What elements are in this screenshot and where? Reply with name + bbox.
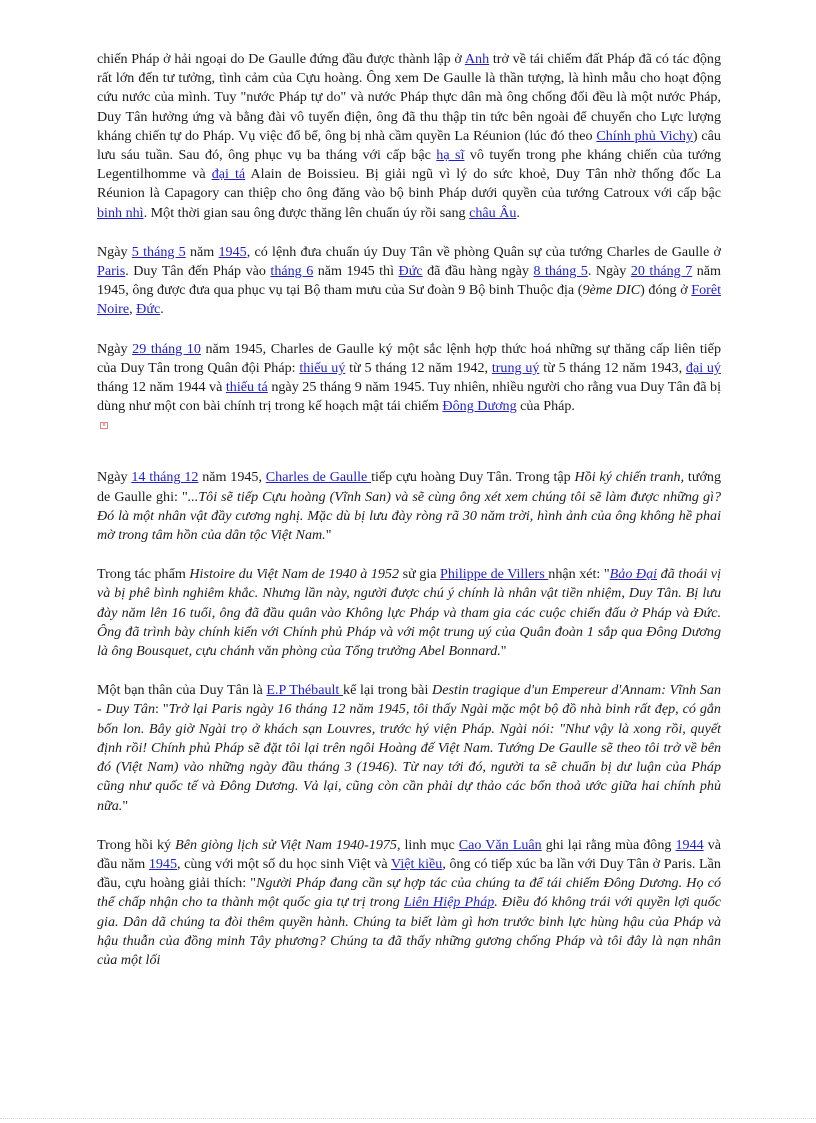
- inline-link[interactable]: Liên Hiệp Pháp: [403, 894, 495, 911]
- text-run: ...Tôi sẽ tiếp Cựu hoàng (Vĩnh San) và sẽ cùng ông xét xem chúng tôi sẽ làm được những gì? Đó là một nhân vật đầy cương nghị. Mặc dù bị lưu đày ròng rã 30 năm trời, hình ảnh của ông không hề phai mờ trong tâm hồn của dân tộc Việt Nam.: [97, 488, 722, 544]
- inline-link[interactable]: Đức: [398, 263, 423, 280]
- text-run: , tướng de Gaulle ghi: ": [97, 469, 722, 505]
- text-run: Ngày: [97, 469, 132, 486]
- text-run: năm 1945 thì: [313, 263, 399, 280]
- inline-link[interactable]: 1945: [148, 855, 178, 872]
- inline-link[interactable]: 1944: [675, 836, 704, 853]
- text-run: 9ème DIC: [582, 282, 641, 299]
- inline-link[interactable]: 29 tháng 10: [132, 340, 201, 357]
- inline-link[interactable]: Chính phủ Vichy: [596, 127, 693, 144]
- text-run: ": [500, 643, 507, 660]
- text-run: kể lại trong bài: [343, 682, 433, 699]
- text-run: .: [516, 204, 520, 221]
- inline-link[interactable]: 14 tháng 12: [131, 469, 199, 486]
- text-run: .: [160, 301, 164, 318]
- text-run: , cùng với một số du học sinh Việt và: [177, 855, 392, 872]
- text-run: , linh mục: [396, 836, 459, 853]
- broken-image: [97, 416, 721, 468]
- inline-link[interactable]: binh nhì: [97, 204, 144, 221]
- text-run: Người Pháp đang cần sự hợp tác của chúng ta để tái chiếm Đông Dương. Họ có thể chấp nhận cho ta thành một quốc gia tự trị trong: [97, 875, 721, 911]
- text-run: Ngày: [97, 340, 133, 357]
- text-run: Trở lại Paris ngày 16 tháng 12 năm 1945, tôi thấy Ngài mặc một bộ đồ nhà binh rất đẹp, có gắn bốn lon. Bây giờ Ngài trọ ở khách sạn Louvres, trước hý viện Pháp. Ngài nói: "Như vậy là xong rồi, quyết định rồi! Chính phủ Pháp sẽ đặt tôi lại trên ngôi Hoàng đế Việt Nam. Tướng De Gaulle sẽ theo tôi trở về bên đó (Việt Nam) vào những ngày đầu tháng 3 (1946). Từ nay tới đó, người ta sẽ chuẩn bị dư luận của Pháp cũng như quốc tế và Đông Dương. Vả lại, cũng còn cần phải dự thảo các bổn thoả ước giữa hai chính phủ nữa.: [97, 701, 721, 814]
- text-run: năm 1945, Charles de Gaulle ký một sắc lệnh hợp thức hoá những sự thăng cấp liên tiếp của Duy Tân trong Quân đội Pháp:: [97, 340, 721, 376]
- inline-link[interactable]: Charles de Gaulle: [265, 469, 372, 486]
- inline-link[interactable]: Paris: [97, 263, 126, 280]
- text-run: năm: [185, 243, 219, 260]
- inline-link[interactable]: đại uý: [685, 359, 721, 376]
- text-run: từ 5 tháng 12 năm 1942,: [345, 359, 492, 376]
- document-body: [97, 50, 721, 970]
- text-run: . Điều đó không trái với quyền lợi quốc gia. Dân dã chúng ta đòi thêm quyền hành. Chúng ta biết làm gì hơn trước binh lực hùng hậu của Pháp và hậu thuẫn của đồng minh Tây phương? Chúng ta đã thấy những gương chống Pháp và tôi đây là nạn nhân của một lối: [97, 894, 721, 968]
- inline-link[interactable]: thiếu tá: [225, 379, 268, 396]
- inline-link[interactable]: Đức: [136, 301, 161, 318]
- inline-link[interactable]: Bảo Đại: [609, 566, 658, 583]
- text-run: . Một thời gian sau ông được thăng lên chuẩn úy rồi sang: [143, 204, 470, 221]
- text-run: vô tuyến trong phe kháng chiến của tướng Legentilhomme và: [97, 147, 721, 183]
- text-run: ) câu lưu sáu tuần. Sau đó, ông phục vụ ba tháng với cấp bậc: [97, 127, 721, 164]
- text-run: và đầu năm: [97, 836, 722, 872]
- text-run: , có lệnh đưa chuẩn úy Duy Tân về phòng Quân sự của tướng Charles de Gaulle ở: [246, 243, 721, 260]
- text-run: chiến Pháp ở hải ngoại do De Gaulle đứng đầu được thành lập ở: [97, 51, 465, 67]
- inline-link[interactable]: Đông Dương: [442, 398, 517, 415]
- text-run: từ 5 tháng 12 năm 1943,: [539, 359, 686, 376]
- inline-link[interactable]: 8 tháng 5: [533, 263, 588, 280]
- paragraph-7: [97, 836, 721, 970]
- text-run: tháng 12 năm 1944 và: [97, 379, 226, 396]
- text-run: năm 1945, ông được đưa qua phục vụ tại Bộ tham mưu của Sư đoàn 9 Bộ binh Thuộc địa (: [97, 263, 721, 299]
- text-run: Bên giòng lịch sử Việt Nam 1940-1975: [175, 836, 397, 853]
- text-run: ngày 25 tháng 9 năm 1945. Tuy nhiên, nhiều người cho rằng vua Duy Tân đã bị dùng như một con bài chính trị trong kế hoạch mật tái chiếm: [97, 379, 722, 415]
- paragraph-gap: [97, 545, 721, 565]
- text-run: , ông có tiếp xúc ba lần với Duy Tân ở Paris. Lần đầu, cựu hoàng giải thích: ": [97, 855, 721, 892]
- text-run: Histoire du Việt Nam de 1940 à 1952: [189, 566, 400, 583]
- text-run: Destin tragique d'un Empereur d'Annam: Vĩnh San - Duy Tân: [97, 682, 721, 718]
- text-run: tiếp cựu hoàng Duy Tân. Trong tập: [371, 469, 575, 486]
- paragraph-gap: [97, 661, 721, 681]
- text-run: . Ngày: [587, 263, 631, 280]
- paragraph-gap: [97, 320, 721, 340]
- inline-link[interactable]: Anh: [464, 51, 490, 67]
- text-run: ": [325, 527, 332, 544]
- inline-link[interactable]: Philippe de Villers: [440, 566, 549, 583]
- text-run: trở về tái chiếm đất Pháp đã có tác động rất lớn đến tư tưởng, tình cảm của Cựu hoàng. Ông xem De Gaulle là thần tượng, là hình mẫu cho hoạt động cứu nước của mình. Tuy "nước Pháp tự do" và nước Pháp thực dân mà ông chống đối đều là một nước Pháp, Duy Tân hưởng ứng và bằng đài vô tuyến điện, ông đã thu thập tin tức bên ngoài để chuyển cho Lực lượng kháng chiến tự do Pháp. Vụ việc đổ bể, ông bị nhà cầm quyền La Réunion (lúc đó theo: [97, 51, 722, 144]
- text-run: . Duy Tân đến Pháp vào: [125, 263, 271, 280]
- text-run: Trong tác phẩm: [97, 566, 190, 583]
- text-run: ghi lại rằng mùa đông: [541, 836, 676, 853]
- inline-link[interactable]: 5 tháng 5: [131, 243, 186, 260]
- text-run: Hồi ký chiến tranh: [574, 469, 681, 486]
- text-run: đã thoái vị và bị phê bình nghiêm khắc. Nhưng lần này, người được chú ý chính là nhân vật tiền nhiệm, Duy Tân. Bị lưu đày năm lên 16 tuổi, ông đã đầu quân vào Không lực Pháp và tham gia các cuộc chiến đấu ở Pháp và Đức. Ông đã trình bày chính kiến với Chính phủ Pháp và với một trung uý của Quân đoàn 1 sắp qua Đông Dương là ông Bousquet, cựu chánh văn phòng của Tổng trưởng Abel Bonnard.: [97, 566, 721, 660]
- inline-link[interactable]: Cao Văn Luân: [458, 836, 542, 853]
- text-run: của Pháp.: [516, 398, 575, 415]
- inline-link[interactable]: 20 tháng 7: [630, 263, 693, 280]
- text-run: ": [122, 797, 129, 814]
- text-run: Alain de Boissieu. Bị giải ngũ vì lý do sức khoẻ, Duy Tân nhờ thống đốc La Réunion là Capagory can thiệp cho ông đăng vào bộ binh Pháp dưới quyền của tướng Catroux với cấp bậc: [97, 166, 721, 202]
- paragraph-2: [97, 243, 721, 320]
- page-bottom-divider: [0, 1118, 816, 1119]
- text-run: Trong hồi ký: [97, 836, 176, 853]
- inline-link[interactable]: E.P Thébault: [266, 682, 344, 699]
- paragraph-3: [97, 340, 721, 417]
- paragraph-gap: [97, 816, 721, 836]
- text-run: sử gia: [399, 566, 441, 583]
- inline-link[interactable]: châu Âu: [469, 204, 517, 221]
- broken-image-icon: x: [100, 422, 108, 429]
- paragraph-gap: [97, 223, 721, 243]
- paragraph-1: [97, 50, 721, 223]
- text-run: nhận xét: ": [548, 566, 610, 583]
- inline-link[interactable]: Forêt Noire: [97, 282, 722, 318]
- inline-link[interactable]: hạ sĩ: [436, 147, 465, 164]
- text-run: : ": [155, 701, 169, 718]
- paragraph-4: [97, 468, 721, 545]
- text-run: ) đóng ở: [640, 282, 692, 299]
- inline-link[interactable]: đại tá: [211, 166, 246, 183]
- paragraph-5: [97, 565, 721, 661]
- inline-link[interactable]: 1945: [218, 243, 247, 260]
- inline-link[interactable]: tháng 6: [270, 263, 314, 280]
- text-run: năm 1945,: [198, 469, 266, 486]
- text-run: ,: [129, 301, 137, 318]
- text-run: đã đầu hàng ngày: [422, 263, 534, 280]
- paragraph-6: [97, 681, 721, 815]
- text-run: Một bạn thân của Duy Tân là: [97, 682, 267, 699]
- text-run: Ngày: [97, 243, 132, 260]
- inline-link[interactable]: trung uý: [491, 359, 540, 376]
- inline-link[interactable]: Việt kiều: [391, 855, 443, 872]
- inline-link[interactable]: thiếu uý: [299, 359, 346, 376]
